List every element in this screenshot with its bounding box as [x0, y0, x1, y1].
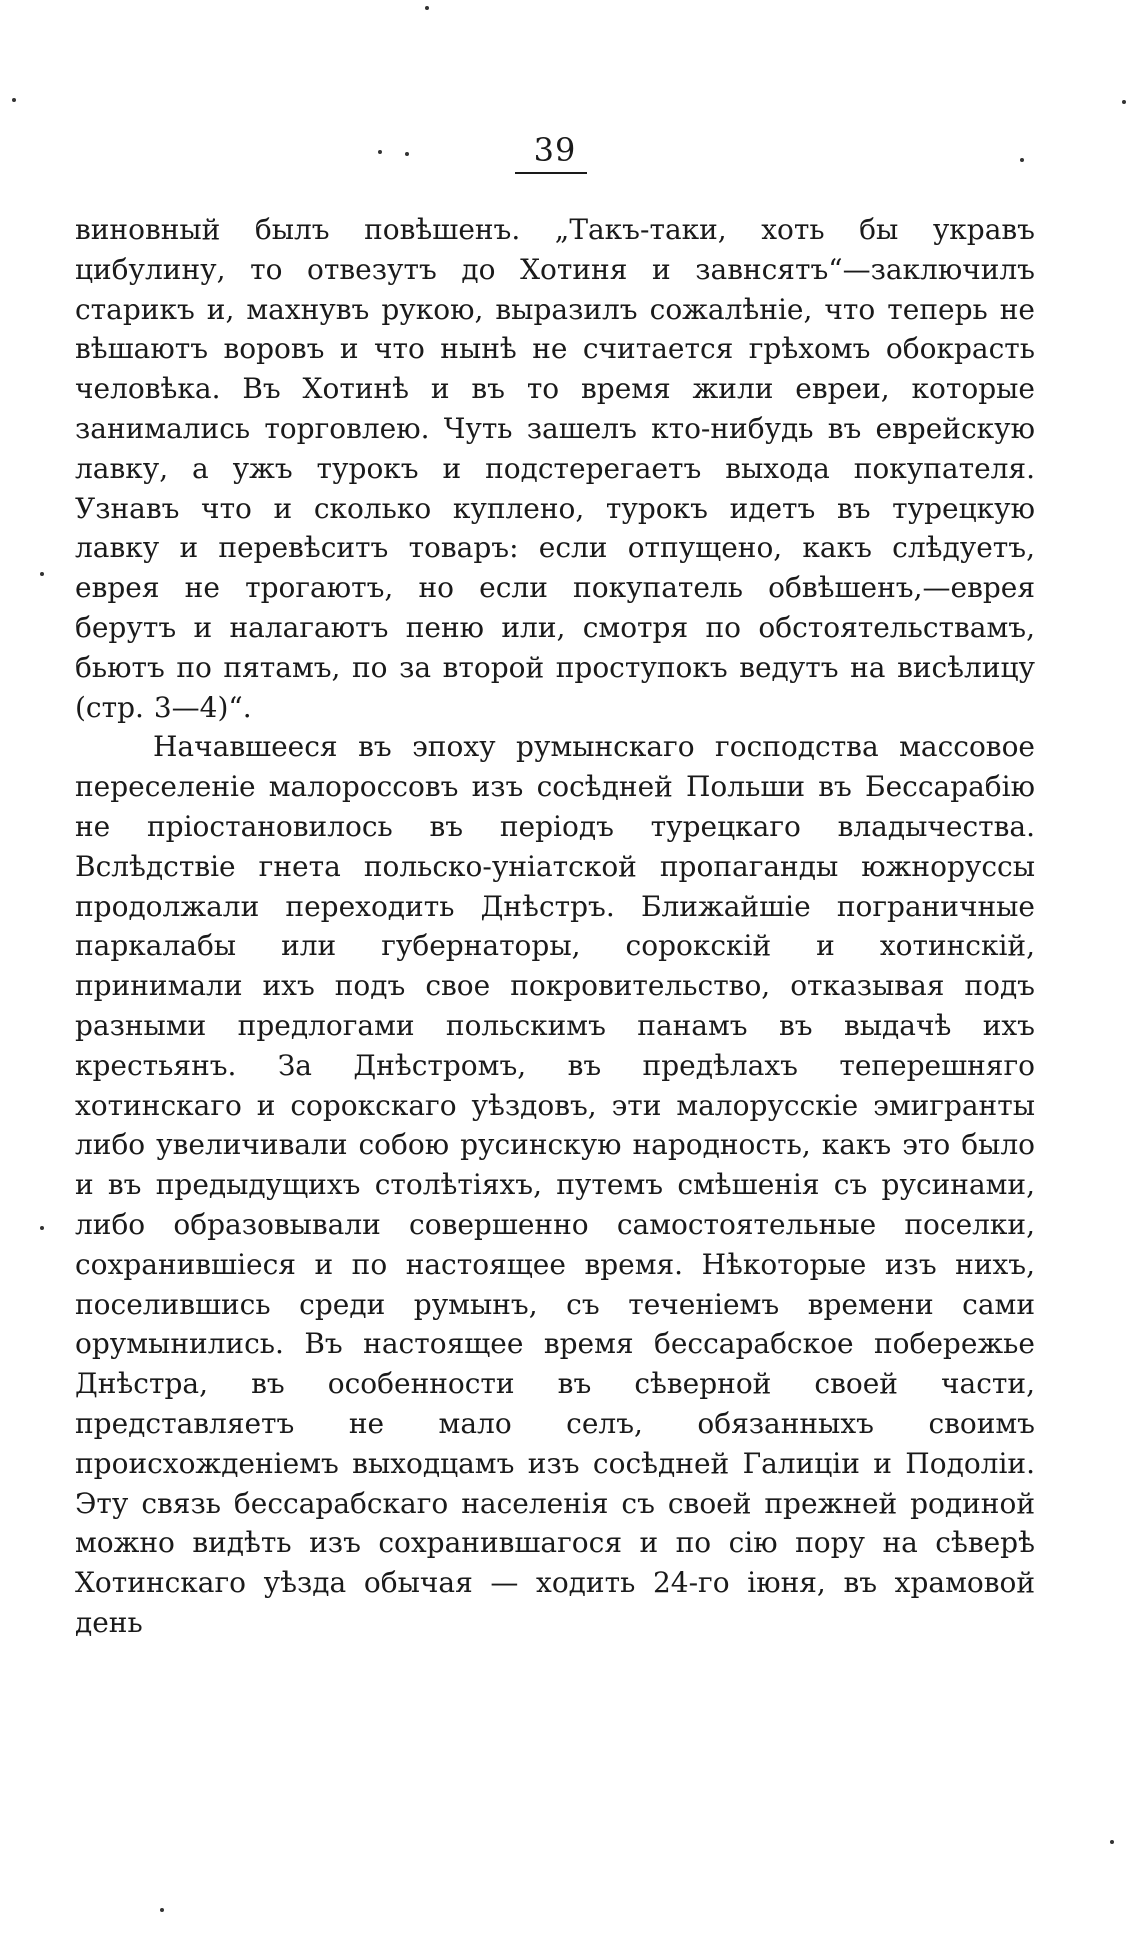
scan-speck	[405, 152, 409, 156]
book-page	[75, 0, 1035, 1939]
page-number: 39	[533, 131, 577, 169]
scan-speck	[378, 150, 382, 154]
scan-speck	[40, 1226, 44, 1230]
scan-speck	[1122, 100, 1126, 104]
scan-speck	[1110, 1840, 1114, 1844]
scan-speck	[40, 572, 44, 576]
page-number-underline	[515, 172, 587, 174]
scan-speck	[425, 6, 429, 10]
scan-speck	[12, 98, 16, 102]
scan-speck	[1020, 158, 1024, 162]
paragraph-continuation: виновный былъ повѣшенъ. „Такъ-таки, хоть бы укравъ цибулину, то отвезутъ до Хотиня и завнсятъ“—заключилъ старикъ и, махнувъ рукою, выразилъ сожалѣніе, что теперь не вѣшаютъ воровъ и что нынѣ не считается грѣхомъ обокрасть человѣка. Въ Хотинѣ и въ то время жили евреи, которые занимались торговлею. Чуть зашелъ кто-нибудь въ еврейскую лавку, а ужъ турокъ и подстерегаетъ выхода покупателя. Узнавъ что и сколько куплено, турокъ идетъ въ турецкую лавку и перевѣситъ товаръ: если отпущено, какъ слѣдуетъ, еврея не трогаютъ, но если покупатель обвѣшенъ,—еврея берутъ и налагаютъ пеню или, смотря по обстоятельствамъ, бьютъ по пятамъ, по за второй проступокъ ведутъ на висѣлицу (стр. 3—4)“.	[75, 213, 1035, 724]
body-text	[75, 210, 1035, 1643]
scan-speck	[160, 1908, 164, 1912]
paragraph-resettlement: Начавшееся въ эпоху румынскаго господства массовое переселеніе малороссовъ изъ сосѣдней Польши въ Бессарабію не пріостановилось въ періодъ турецкаго владычества. Вслѣдствіе гнета польско-уніатской пропаганды южноруссы продолжали переходить Днѣстръ. Ближайшіе пограничные паркалабы или губернаторы, сорокскій и хотинскій, принимали ихъ подъ свое покровительство, отказывая подъ разными предлогами польскимъ панамъ въ выдачѣ ихъ крестьянъ. За Днѣстромъ, въ предѣлахъ теперешняго хотинскаго и сорокскаго уѣздовъ, эти малорусскіе эмигранты либо увеличивали собою русинскую народность, какъ это было и въ предыдущихъ столѣтіяхъ, путемъ смѣшенія съ русинами, либо образовывали совершенно самостоятельные поселки, сохранившіеся и по настоящее время. Нѣкоторые изъ нихъ, поселившись среди румынъ, съ теченіемъ времени сами орумынились. Въ настоящее время бессарабское побережье Днѣстра, въ особенности въ сѣверной своей части, представляетъ не мало селъ, обязанныхъ своимъ происхожденіемъ выходцамъ изъ сосѣдней Галиціи и Подоліи. Эту связь бессарабскаго населенія съ своей прежней родиной можно видѣть изъ сохранившагося и по сію пору на сѣверѣ Хотинскаго уѣзда обычая — ходить 24-го іюня, въ храмовой день	[75, 730, 1035, 1639]
